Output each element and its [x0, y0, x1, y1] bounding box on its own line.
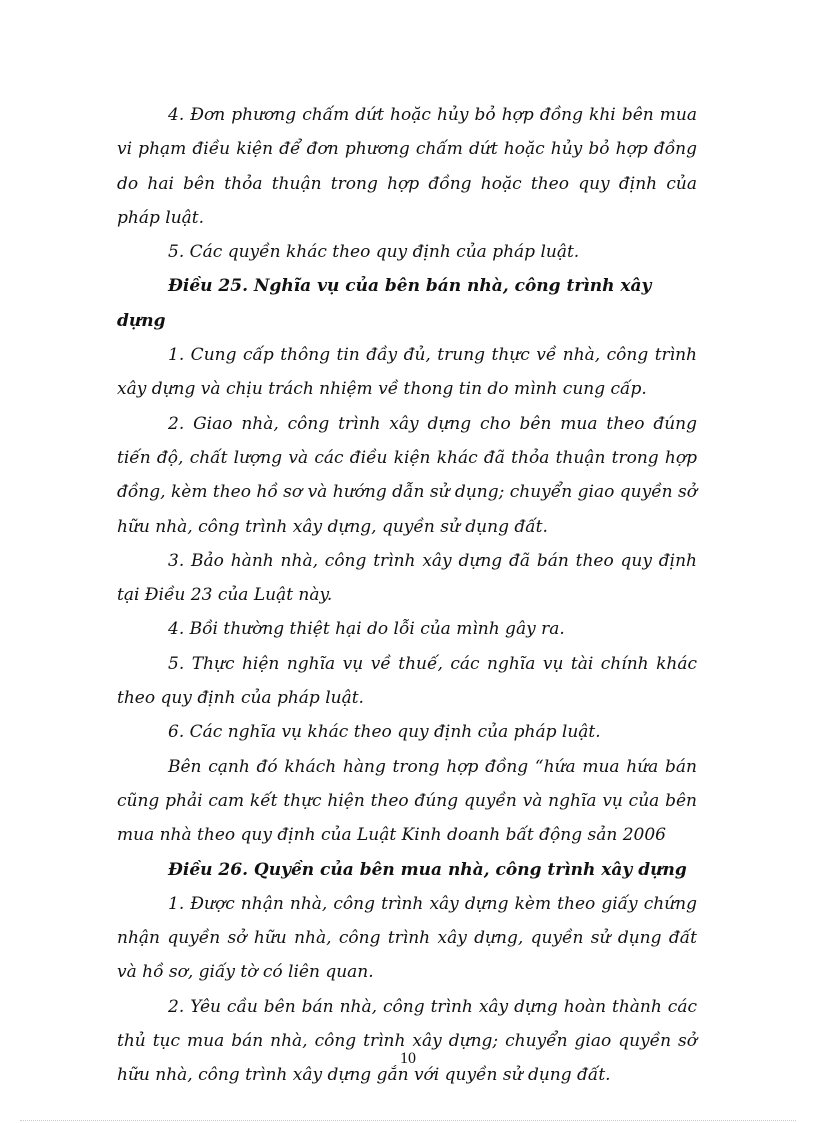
paragraph-commentary: Bên cạnh đó khách hàng trong hợp đồng “hứa mua hứa bán cũng phải cam kết thực hiện theo đúng quyền và nghĩa vụ của bên mua nhà theo quy định của Luật Kinh doanh bất động sản 2006	[117, 756, 697, 846]
paragraph-article-25-item-5: 5. Thực hiện nghĩa vụ về thuế, các nghĩa vụ tài chính khác theo quy định của pháp luật.	[117, 653, 697, 709]
page-bottom-divider	[20, 1120, 796, 1121]
paragraph-article-25-item-1: 1. Cung cấp thông tin đầy đủ, trung thực về nhà, công trình xây dựng và chịu trách nhiệm về thong tin do mình cung cấp.	[117, 345, 697, 400]
paragraph-article-26-item-1: 1. Được nhận nhà, công trình xây dựng kèm theo giấy chứng nhận quyền sở hữu nhà, công trình xây dựng, quyền sử dụng đất và hồ sơ, giấy tờ có liên quan.	[117, 893, 697, 983]
article-26-heading: Điều 26. Quyền của bên mua nhà, công trình xây dựng	[168, 859, 687, 880]
paragraph-clause-5: 5. Các quyền khác theo quy định của pháp luật.	[168, 242, 580, 263]
document-body	[117, 98, 697, 1093]
paragraph-clause-4: 4. Đơn phương chấm dứt hoặc hủy bỏ hợp đồng khi bên mua vi phạm điều kiện để đơn phương chấm dứt hoặc hủy bỏ hợp đồng do hai bên thỏa thuận trong hợp đồng hoặc theo quy định của pháp luật.	[117, 105, 697, 228]
paragraph-article-25-item-3: 3. Bảo hành nhà, công trình xây dựng đã bán theo quy định tại Điều 23 của Luật này.	[117, 550, 697, 606]
paragraph-article-25-item-4: 4. Bồi thường thiệt hại do lỗi của mình gây ra.	[168, 619, 565, 640]
paragraph-article-25-item-6: 6. Các nghĩa vụ khác theo quy định của pháp luật.	[168, 722, 601, 743]
paragraph-article-25-item-2: 2. Giao nhà, công trình xây dựng cho bên mua theo đúng tiến độ, chất lượng và các điều kiện khác đã thỏa thuận trong hợp đồng, kèm theo hồ sơ và hướng dẫn sử dụng; chuyển giao quyền sở hữu nhà, công trình xây dựng, quyền sử dụng đất.	[117, 413, 697, 537]
page-number: 10	[400, 1050, 416, 1067]
article-25-heading: Điều 25. Nghĩa vụ của bên bán nhà, công trình xây dựng	[117, 276, 652, 331]
paragraph-article-26-item-2: 2. Yêu cầu bên bán nhà, công trình xây dựng hoàn thành các thủ tục mua bán nhà, công trình xây dựng; chuyển giao quyền sở hữu nhà, công trình xây dựng gắn với quyền sử dụng đất.	[117, 996, 697, 1086]
